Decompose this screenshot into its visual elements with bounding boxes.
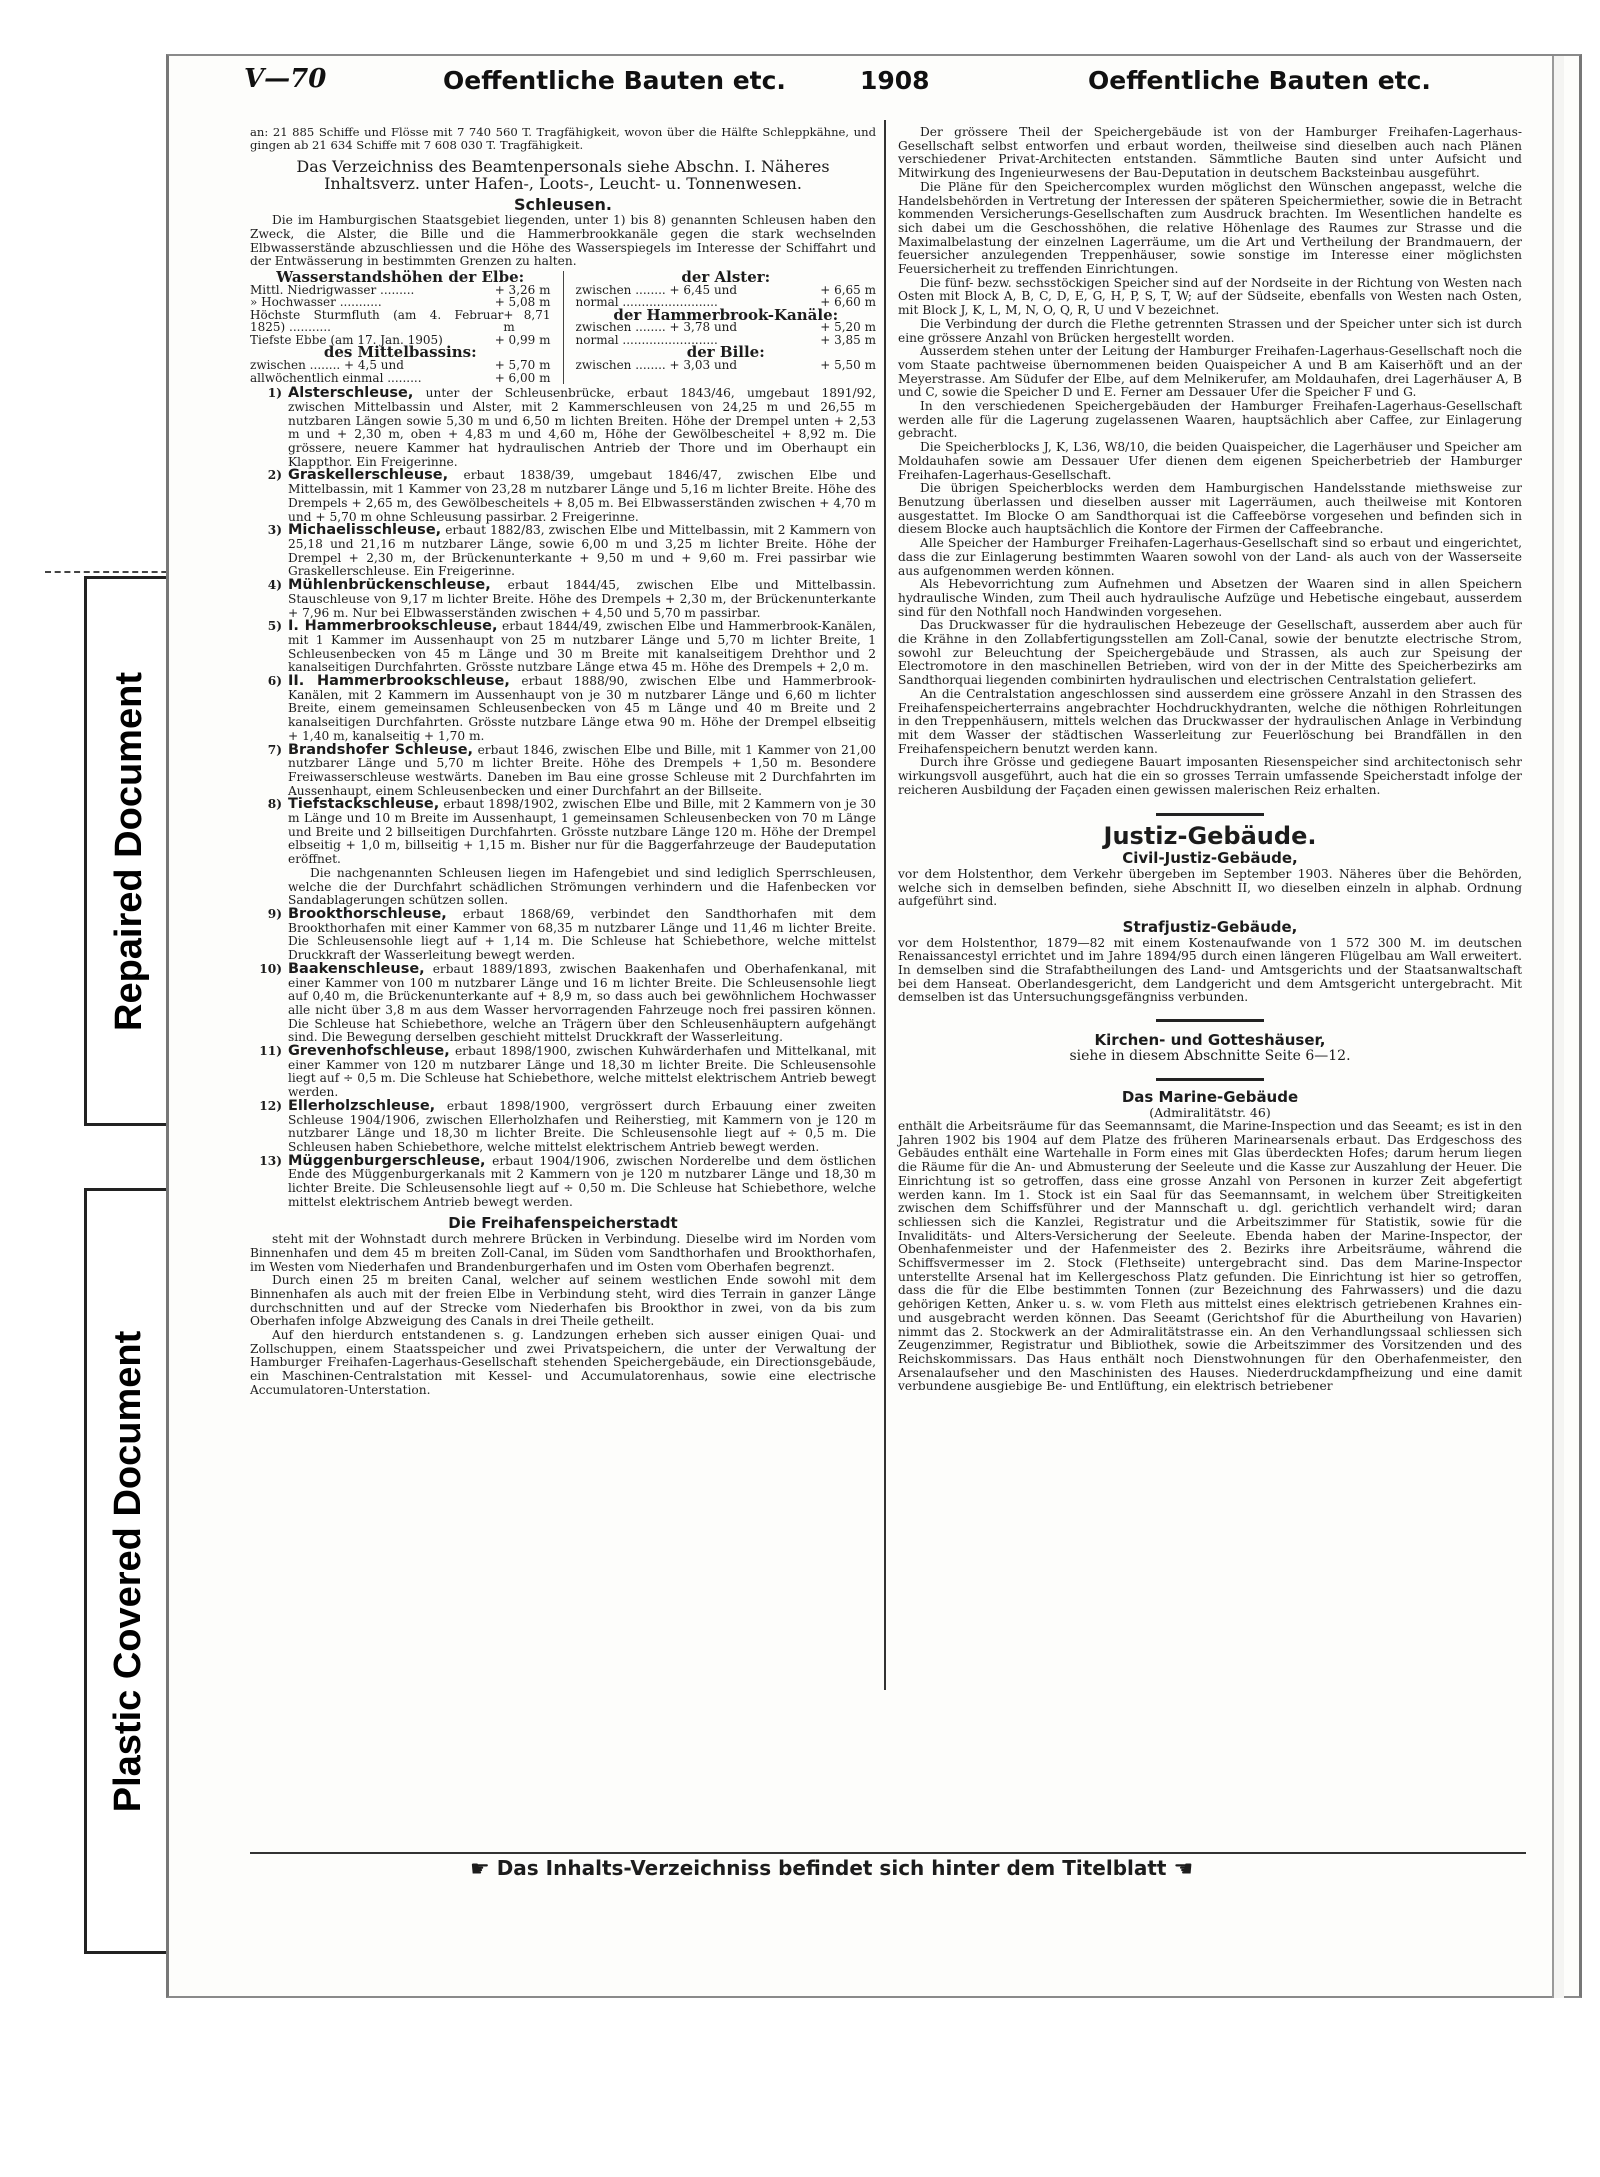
- water-level-value: + 3,26 m: [494, 282, 551, 297]
- kirchen-text: siehe in diesem Abschnitte Seite 6—12.: [1069, 1047, 1351, 1064]
- footer-note-text: Das Inhalts-Verzeichniss befindet sich hinter dem Titelblatt: [496, 1856, 1167, 1880]
- water-level-label: zwischen ........ + 3,78 und: [575, 320, 738, 335]
- water-level-value: + 5,50 m: [820, 358, 876, 373]
- water-level-value: + 5,08 m: [494, 295, 551, 310]
- schleusen-intro: Die im Hamburgischen Staatsgebiet liegenden, unter 1) bis 8) genannten Schleusen haben den Zweck, die Alster, die Bille und die Hammerbrookkanäle gegen die stark wechselnden Elbwasserstände abzuschliessen und die Höhe des Wasserspiegels im Interesse der Schiffahrt und der Entwässerung in bestimmten Grenzen zu halten.: [250, 213, 876, 269]
- section-rule-2: [1156, 1019, 1264, 1022]
- lock-name: I. Hammerbrookschleuse,: [288, 618, 498, 635]
- kirchen-heading: Kirchen- und Gotteshäuser,: [1094, 1031, 1326, 1050]
- lock-entry: [250, 960, 877, 1045]
- water-levels-table: [250, 267, 876, 385]
- speicher-text: [898, 126, 1522, 797]
- lock-entry: [250, 469, 876, 524]
- water-level-label: zwischen ........ + 3,03 und: [575, 358, 738, 373]
- speicher-paragraph: Alle Speicher der Hamburger Freihafen-Lagerhaus-Gesellschaft sind so erbaut und eingerichtet, dass die zur Einlagerung bestimmten Waaren sowohl von der Land- als auch von der Wasserseite aus aufgenommen werden können.: [898, 536, 1522, 578]
- civil-justiz-heading: Civil-Justiz-Gebäude,: [1122, 849, 1298, 868]
- alster-levels: [576, 284, 876, 309]
- lock-description: erbaut 1838/39, umgebaut 1846/47, zwischen Elbe und Mittelbassin, mit 1 Kammer von 23,28 m nutzbarer Länge und 5,16 m lichter Breite. Höhe des Drempels + 2,65 m, des Gewölbescheitels + 8,05 m. Bei Elbwasserständen zwischen + 4,70 m und + 5,70 m ohne Schleusung passirbar. 2 Freigerinne.: [288, 468, 876, 524]
- justiz-heading: Justiz-Gebäude.: [1103, 822, 1317, 851]
- lock-entry: [250, 387, 876, 469]
- lock-entry: [250, 1045, 876, 1100]
- speicher-paragraph: Die Pläne für den Speichercomplex wurden möglichst den Wünschen angepasst, welche die Handelsbehörden in Vertretung der Interessen der späteren Speichermiether, sowie die in Betracht kommenden Versicherungs-Gesellschaften zum Ausdruck brachten. Im Wesentlichen handelte es sich dabei um die Geschosshöhen, die relative Höhenlage des Raumes zur Strasse und die Maximalbelastung der einzelnen Lagerräume, um die Art und Vertheilung der Brandmauern, der feuersicher anzulegenden Treppenhäuser, sowie sonstige im Interesse einer möglichsten Feuersicherheit zu treffenden Einrichtungen.: [898, 179, 1522, 277]
- water-level-row: [250, 296, 550, 309]
- lock-number: 5): [267, 619, 282, 634]
- marine-heading: Das Marine-Gebäude: [1121, 1087, 1299, 1106]
- plastic-covered-document-text: Plastic Covered Document: [107, 1330, 150, 1812]
- speicher-paragraph: An die Centralstation angeschlossen sind ausserdem eine grössere Anzahl in den Strassen des Freihafenspeicherterrains angebrachter Hochdruckhydranten, welche die nöthigen Rohrleitungen in den Treppenhäusern, mittels welchen das Druckwasser der hydraulischen Anlage in Verbindung mit dem Wasser der städtischen Wasserleitung zur Feuerlöschung bei Brandfällen in den Freihafenspeichern benutzt werden kann.: [898, 686, 1522, 756]
- water-level-label: allwöchentlich einmal .........: [250, 370, 422, 385]
- lock-name: Brandshofer Schleuse,: [288, 741, 474, 758]
- speicher-paragraph: Die Speicherblocks J, K, L36, W8/10, die beiden Quaispeicher, die Lagerhäuser und Speicher am Moldauhafen sowie am Dessauer Ufer dienen dem eigenen Speicherbetrieb der Hamburger Freihafen-Lagerhaus-Gesellschaft.: [898, 440, 1522, 482]
- repaired-document-text: Repaired Document: [107, 671, 150, 1031]
- lock-number: 13): [259, 1153, 282, 1168]
- lock-description: erbaut 1844/45, zwischen Elbe und Mittelbassin. Stauschleuse von 9,17 m lichter Breite. Höhe des Drempels + 2,30 m, der Brückenunterkante + 7,96 m. Nur bei Elbwasserständen zwischen + 4,50 und 5,70 m passirbar.: [288, 578, 877, 620]
- header-right-title: Oeffentliche Bauten etc.: [1088, 66, 1431, 95]
- speicher-paragraph: Der grössere Theil der Speichergebäude ist von der Hamburger Freihafen-Lagerhaus-Gesellschaft selbst entworfen und erbaut worden, theilweise sind dieselben auch nach Plänen verschiedener Privat-Architecten entstanden. Sämmtliche Bauten sind unter Aufsicht und Mitwirkung des Ingenieurwesens der Bau-Deputation in deutschem Backsteinbau ausgeführt.: [898, 125, 1522, 181]
- water-level-row: [250, 309, 550, 334]
- lock-number: 11): [259, 1044, 282, 1059]
- water-level-value: + 6,60 m: [820, 295, 876, 310]
- lock-number: 3): [267, 523, 282, 538]
- right-column: [898, 126, 1522, 1394]
- water-level-value: + 0,99 m: [494, 332, 551, 347]
- lock-name: Ellerholzschleuse,: [288, 1097, 436, 1114]
- mittel-levels: [250, 359, 550, 384]
- speicher-paragraph: Durch ihre Grösse und gediegene Bauart imposanten Riesenspeicher sind architectonisch sehr wirkungsvoll ausgeführt, auch hat die ein so grosses Terrain umfassende Speicherstadt infolge der reicheren Ausbildung der Façaden einen gewissen malerischen Reiz erhalten.: [898, 755, 1522, 797]
- section-rule-3: [1156, 1078, 1264, 1081]
- water-level-row: [576, 359, 876, 372]
- lock-entry: [250, 579, 876, 620]
- water-level-value: + 8,71 m: [503, 307, 551, 335]
- lock-number: 12): [259, 1098, 282, 1113]
- column-divider: [884, 120, 886, 1690]
- lock-description: erbaut 1868/69, verbindet den Sandthorhafen mit dem Brookthorhafen mit einer Kammer von 68,35 m nutzbarer Länge und 11,46 m lichter Breite. Die Schleusensohle liegt auf + 1,14 m. Die Schleuse hat Schiebethore, welche mittelst Druckkraft der Wasserleitung bewegt werden.: [288, 906, 877, 963]
- section-rule: [1156, 813, 1264, 816]
- lock-name: Tiefstackschleuse,: [288, 796, 440, 813]
- left-intro: an: 21 885 Schiffe und Flösse mit 7 740 560 T. Tragfähigkeit, wovon über die Hälfte Schleppkähne, und gingen ab 21 634 Schiffe mit 7 608 030 T. Tragfähigkeit.: [250, 125, 876, 153]
- water-level-label: Mittl. Niedrigwasser .........: [250, 282, 415, 297]
- speicher-paragraph: Als Hebevorrichtung zum Aufnehmen und Absetzen der Waaren sind in allen Speichern hydraulische Winden, zum Theil auch hydraulische Aufzüge und Hebetische eingebaut, ausserdem sind für den Nothfall noch Handwinden vorgesehen.: [898, 577, 1522, 619]
- water-level-label: Tiefste Ebbe (am 17. Jan. 1905): [250, 332, 443, 347]
- freihafen-heading: Die Freihafenspeicherstadt: [448, 1214, 678, 1233]
- lock-name: Baakenschleuse,: [288, 960, 425, 977]
- freihafen-paragraph: Durch einen 25 m breiten Canal, welcher auf seinem westlichen Ende sowohl mit dem Binnenhafen als auch mit der freien Elbe in Verbindung steht, wird dies Terrain in ganzer Länge durchschnitten und auf der Strecke vom Niederhafen bis Brookthor in zwei, von da bis zum Oberhafen infolge Abzweigung des Canals in drei Theile getheilt.: [250, 1273, 876, 1329]
- left-column: [250, 126, 876, 1398]
- lock-name: Alsterschleuse,: [288, 385, 414, 402]
- water-level-row: [250, 359, 550, 372]
- water-level-label: Höchste Sturmfluth (am 4. Februar 1825) ...........: [250, 307, 504, 335]
- marine-text: enthält die Arbeitsräume für das Seemannsamt, die Marine-Inspection und das Seeamt; es ist in den Jahren 1902 bis 1904 auf dem Platze des früheren Marinearsenals erbaut. Das Erdgeschoss des Gebäudes enthält eine Wartehalle in Form eines mit Glas überdeckten Hofes; darum herum liegen die Räume für die An- und Abmusterung der Seeleute und die Kasse zur Auszahlung der Heuer. Die Einrichtung ist so getroffen, dass eine grosse Anzahl von Personen in kurzer Zeit abgefertigt werden kann. Im 1. Stock ist ein Saal für das Seemannsamt, in welchem über Streitigkeiten zwischen dem Schiffsführer und der Mannschaft u. dgl. gerichtlich verhandelt wird; daran schliessen sich die Kanzlei, Registratur und die Arbeitszimmer für Statistik, sowie für die Invaliditäts- und Alters-Versicherung der Seeleute. Ebenda haben der Marine-Inspector, der Obenhafenmeister und der Hafenmeister des 2. Bezirks ihre Arbeitsräume, während die Schiffsvermesser im 2. Stock (Flethseite) untergebracht sind. Das dem Marine-Inspector unterstellte Arsenal hat im Kellergeschoss Platz gefunden. Die Einrichtung ist hier so getroffen, dass die für die Elbe bestimmten Tonnen (zur Bezeichnung des Fahrwassers) und die dazu gehörigen Ketten, Anker u. s. w. vom Fleth aus mittelst eines elektrisch getriebenen Krahnes ein- und ausgebracht werden können. Das Seeamt (Gerichtshof für die Aburtheilung von Havarien) nimmt das 2. Stockwerk an der Admiralitätstrasse ein. An den Verhandlungssaal schliessen sich Zeugenzimmer, Registratur und Bibliothek, sowie die Arbeitszimmer des Vorsitzenden und des Reichskommissars. Das Haus enthält noch Dienstwohnungen für den Oberhafenmeister, den Arsenalaufseher und den Maschinisten des Hauses. Niederdruckdampfheizung und eine damit verbundene ausgiebige Be- und Entlüftung, ein elektrisch betriebener: [898, 1119, 1522, 1394]
- freihafen-text: [250, 1233, 876, 1397]
- scan-edge: [1552, 56, 1564, 1998]
- lock-entry: [250, 524, 876, 579]
- lock-number: 8): [267, 797, 282, 812]
- lock-entry: [250, 675, 876, 744]
- hammerbrook-levels-title: der Hammerbrook-Kanäle:: [613, 305, 839, 324]
- lock-description: erbaut 1844/49, zwischen Elbe und Hammerbrook-Kanälen, mit 1 Kammer im Aussenhaupt von 25 m nutzbarer Länge und 5,70 m lichter Breite, 1 Schleusenbecken von 45 m Länge und 30 m Breite mit kanalseitigem Drehthor und 2 kanalseitigen Durchfahrten. Grösste nutzbare Länge etwa 45 m. Höhe des Drempels + 2,0 m.: [288, 619, 877, 675]
- lock-description: erbaut 1904/1906, zwischen Norderelbe und dem östlichen Ende des Müggenburgerkanals mit 2 Kammern von je 120 m nutzbarer Länge und 18,30 m lichter Breite. Die Schleusensohle liegt auf ÷ 0,50 m. Die Schleuse hat Schiebethore, welche mittelst elektrischem Antrieb bewegt werden.: [288, 1153, 877, 1209]
- footer-rule: [250, 1852, 1526, 1854]
- lock-number: 1): [267, 386, 282, 401]
- lock-description: erbaut 1889/1893, zwischen Baakenhafen und Oberhafenkanal, mit einer Kammer von 100 m nutzbarer Länge und 16 m lichter Breite. Die Schleusensohle liegt auf 0,40 m, die Brückenunterkante auf + 8,9 m, so dass auch bei gewöhnlichem Hochwasser alle nicht über 3,8 m aus dem Wasser hervorragenden Fahrzeuge noch frei passiren können. Die Schleuse hat Schiebethore, welche an Trägern über den Schleusenhäuptern aufgehängt sind. Die Bewegung derselben geschieht mittelst Druckkraft der Wasserleitung.: [288, 961, 877, 1045]
- lock-entry: [250, 905, 877, 963]
- speicher-paragraph: In den verschiedenen Speichergebäuden der Hamburger Freihafen-Lagerhaus-Gesellschaft werden alle für die Lagerung zugelassenen Waaren, hauptsächlich aber Caffee, zur Einlagerung gebracht.: [898, 399, 1522, 441]
- strafjustiz-text: vor dem Holstenthor, 1879—82 mit einem Kostenaufwande von 1 572 300 M. im deutschen Renaissancestyl errichtet und im Jahre 1894/95 durch einen längeren Flügelbau am Wall erweitert. In demselben sind die Strafabtheilungen des Land- und Amtsgerichts und der Staatsanwaltschaft bei dem Hanseat. Oberlandesgericht, dem Landgericht und dem Amtsgericht untergebracht. Mit demselben ist das Untersuchungsgefängniss verbunden.: [898, 935, 1522, 1005]
- lock-description: erbaut 1888/90, zwischen Elbe und Hammerbrook-Kanälen, mit 2 Kammern im Aussenhaupt von je 30 m nutzbarer Länge und 6,60 m lichter Breite, einem gemeinsamen Schleusenbecken von 45 m Länge und 40 m Breite und 2 kanalseitigen Durchfahrten. Grösste nutzbare Länge etwa 90 m. Höhe der Drempel elbseitig + 1,40 m, kanalseitig + 1,70 m.: [288, 674, 876, 743]
- lock-number: 4): [267, 578, 282, 593]
- freihafen-paragraph: steht mit der Wohnstadt durch mehrere Brücken in Verbindung. Dieselbe wird im Norden vom Binnenhafen und dem 45 m breiten Zoll-Canal, im Süden vom Sandthorhafen und Brookthorhafen, im Westen vom Niederhafen und Brandenburgerhafen und im Osten vom Oberhafen begrenzt.: [250, 1232, 876, 1274]
- water-level-row: [250, 372, 550, 385]
- lock-entry: [250, 867, 876, 908]
- lock-description: erbaut 1898/1900, vergrössert durch Erbauung einer zweiten Schleuse 1904/1906, zwischen Ellerholzhafen und Reiherstieg, mit Kammern von je 120 m nutzbarer Länge und 18,30 m lichter Breite. Die Schleusensohle liegt auf ÷ 0,5 m. Die Schleusen haben Schiebethore, welche mittelst elektrischem Antrieb bewegt werden.: [288, 1098, 876, 1154]
- bille-levels-title: der Bille:: [686, 343, 765, 362]
- water-level-row: [576, 321, 876, 334]
- lock-number: 9): [267, 906, 282, 921]
- alster-levels-title: der Alster:: [681, 267, 771, 286]
- lock-name: II. Hammerbrookschleuse,: [288, 673, 510, 690]
- lock-name: Michaelisschleuse,: [288, 522, 442, 539]
- speicher-paragraph: Das Druckwasser für die hydraulischen Hebezeuge der Gesellschaft, ausserdem aber auch für die Krähne in den Zollabfertigungsstellen am Zoll-Canal, sowie der benutzte electrische Strom, sowohl zur Beleuchtung der Speichergebäude und Strassen, als auch zur Speisung der Electromotore in den maschinellen Betrieben, wird von der in der Mitte des Speicherbezirks am Sandthorquai liegenden combinirten hydraulischen und electrischen Centralstation geliefert.: [898, 618, 1522, 688]
- header-year: 1908: [860, 66, 930, 95]
- strafjustiz-heading: Strafjustiz-Gebäude,: [1122, 917, 1298, 936]
- lock-description: erbaut 1898/1902, zwischen Elbe und Bille, mit 2 Kammern von je 30 m Länge und 10 m Breite im Aussenhaupt, 1 gemeinsamen Schleusenbecken von 70 m Länge und Breite und 2 billseitigen Durchfahrten. Grösste nutzbare Länge 120 m. Höhe der Drempel elbseitig + 1,0 m, billseitig + 1,15 m. Bisher nur für die Baggerfahrzeuge der Baudeputation eröffnet.: [288, 797, 876, 867]
- water-levels-left: [250, 267, 551, 385]
- repaired-document-label: [84, 576, 174, 1126]
- water-levels-right: [575, 267, 876, 384]
- pointing-hand-left-icon: ☛: [470, 1857, 490, 1882]
- elbe-levels: [250, 284, 550, 347]
- civil-justiz-text: vor dem Holstenthor, dem Verkehr übergeben im September 1903. Näheres über die Behörden, welche sich in demselben befinden, siehe Abschnitt II, wo dieselben einzeln in alphab. Ordnung aufgeführt sind.: [898, 866, 1522, 909]
- lock-entry: [250, 1097, 876, 1155]
- lock-description: erbaut 1882/83, zwischen Elbe und Mittelbassin, mit 2 Kammern von 25,18 und 21,16 m nutzbarer Länge, sowie 6,00 m und 3,25 m lichter Breite. Höhe der Drempel + 2,30 m, der Brückenunterkante + 9,50 m und + 9,60 m. Frei passirbar wie Graskellerschleuse. Ein Freigerinne.: [288, 523, 876, 579]
- lock-name: Brookthorschleuse,: [288, 905, 447, 922]
- footer-note: [470, 1856, 1193, 1882]
- marine-address: (Admiralitätstr. 46): [1149, 1105, 1271, 1121]
- water-level-value: + 6,00 m: [494, 370, 551, 385]
- lock-number: 7): [267, 742, 282, 757]
- lock-description: Die nachgenannten Schleusen liegen im Hafengebiet und sind lediglich Sperrschleusen, welche die der Durchfahrt schädlichen Strömungen verhindern und die Hafenbecken vor Sandablagerungen schützen sollen.: [288, 865, 876, 908]
- lock-description: erbaut 1898/1900, zwischen Kuhwärderhafen und Mittelkanal, mit einer Kammer von 120 m nutzbarer Länge und 18,30 m lichter Breite. Die Schleusensohle liegt auf ÷ 0,5 m. Die Schleuse hat Schiebethore, welche mittelst elektrischem Antrieb bewegt werden.: [288, 1044, 876, 1100]
- page-number: V—70: [244, 64, 327, 94]
- lock-entry: [250, 798, 876, 867]
- pointing-hand-right-icon: ☚: [1173, 1857, 1194, 1882]
- header-left-title: Oeffentliche Bauten etc.: [443, 66, 786, 95]
- water-level-label: normal .........................: [575, 332, 718, 347]
- locks-list: [250, 387, 876, 1209]
- water-level-label: zwischen ........ + 6,45 und: [575, 282, 738, 297]
- lock-number: 2): [267, 468, 282, 483]
- lock-entry: [250, 1152, 877, 1210]
- lock-name: Grevenhofschleuse,: [288, 1043, 450, 1060]
- plastic-covered-document-label: [84, 1188, 174, 1954]
- water-level-value: + 5,70 m: [494, 358, 551, 373]
- margin-dash-line: [45, 571, 177, 573]
- lock-entry: [250, 620, 876, 675]
- elbe-levels-title: Wasserstandshöhen der Elbe:: [276, 267, 525, 286]
- speicher-paragraph: Ausserdem stehen unter der Leitung der Hamburger Freihafen-Lagerhaus-Gesellschaft noch die vom Staate pachtweise übernommenen beiden Quaispeicher A und B am Kaiserhöft und an der Meyerstrasse. Am Südufer der Elbe, auf dem Melnikerufer, am Moldauhafen, drei Lagerhäuser A, B und C, sowie die Speicher D und E. Ferner am Dessauer Ufer die Speicher F und G.: [898, 344, 1522, 400]
- lock-name: Graskellerschleuse,: [288, 467, 449, 484]
- water-level-value: + 5,20 m: [820, 320, 876, 335]
- speicher-paragraph: Die Verbindung der durch die Flethe getrennten Strassen und der Speicher unter sich ist durch eine grössere Anzahl von Brücken hergestellt worden.: [898, 316, 1522, 345]
- water-level-label: zwischen ........ + 4,5 und: [250, 358, 404, 373]
- water-level-label: » Hochwasser ...........: [250, 295, 382, 310]
- bille-levels: [576, 359, 876, 372]
- schleusen-heading: Schleusen.: [514, 195, 612, 215]
- speicher-paragraph: Die fünf- bezw. sechsstöckigen Speicher sind auf der Nordseite in der Richtung von Westen nach Osten mit Block A, B, C, D, E, G, H, P, S, T, W; auf der Südseite, ebenfalls von Westen nach Osten, mit Block J, K, L, M, N, O, Q, R, U und V bezeichnet.: [898, 275, 1522, 318]
- lock-entry: [250, 741, 876, 799]
- lock-name: Müggenburgerschleuse,: [288, 1152, 486, 1169]
- lock-number: [250, 867, 288, 908]
- mittel-levels-title: des Mittelbassins:: [323, 343, 477, 362]
- lock-description: unter der Schleusenbrücke, erbaut 1843/46, umgebaut 1891/92, zwischen Mittelbassin und Alster, mit 2 Kammerschleusen von 24,25 m und 26,55 m nutzbaren Längen sowie 5,30 m und 6,50 m lichten Breiten. Höhe der Drempel unten + 2,53 m und + 2,30 m, oben + 4,83 m und 4,60 m, Höhe der Gewölbescheitel + 8,92 m. Die grössere, neuere Kammer hat hydraulischen Antrieb der Thore und im Oberhaupt ein Klappthor. Ein Freigerinne.: [288, 386, 876, 469]
- freihafen-paragraph: Auf den hierdurch entstandenen s. g. Landzungen erheben sich ausser einigen Quai- und Zollschuppen, einem Staatsspeicher und zwei Privatspeichern, die unter der Verwaltung der Hamburger Freihafen-Lagerhaus-Gesellschaft stehenden Speichergebäude, ein Directionsgebäude, ein Maschinen-Centralstation mit Kessel- und Accumulatorenhaus, sowie eine electrische Accumulatoren-Unterstation.: [250, 1328, 876, 1397]
- water-level-value: + 6,65 m: [820, 282, 876, 297]
- personnel-note: Das Verzeichniss des Beamtenpersonals siehe Abschn. I. Näheres Inhaltsverz. unter Hafen-, Loots-, Leucht- u. Tonnenwesen.: [296, 157, 830, 194]
- water-level-label: normal .........................: [575, 295, 718, 310]
- water-level-value: + 3,85 m: [820, 332, 876, 347]
- speicher-paragraph: Die übrigen Speicherblocks werden dem Hamburgischen Handelsstande miethsweise zur Benutzung überlassen und dieselben ausser mit Lagerräumen, auch theilweise mit Kontoren ausgestattet. Im Blocke O am Sandthorquai ist die Caffeebörse vorgesehen und befinden sich in diesem Blocke auch hauptsächlich die Kontore der Firmen der Caffeebranche.: [898, 481, 1522, 537]
- lock-number: 10): [259, 961, 282, 976]
- lock-description: erbaut 1846, zwischen Elbe und Bille, mit 1 Kammer von 21,00 nutzbarer Länge und 5,70 m lichter Breite. Höhe des Drempels + 1,50 m. Besondere Freiwasserschleuse westwärts. Daneben im Bau eine grosse Schleuse mit 2 Durchfahrten im Aussenhaupt, einem Schleusenbecken und einer Durchfahrt an der Billseite.: [288, 742, 876, 798]
- lock-number: 6): [267, 674, 282, 689]
- lock-name: Mühlenbrückenschleuse,: [288, 577, 491, 594]
